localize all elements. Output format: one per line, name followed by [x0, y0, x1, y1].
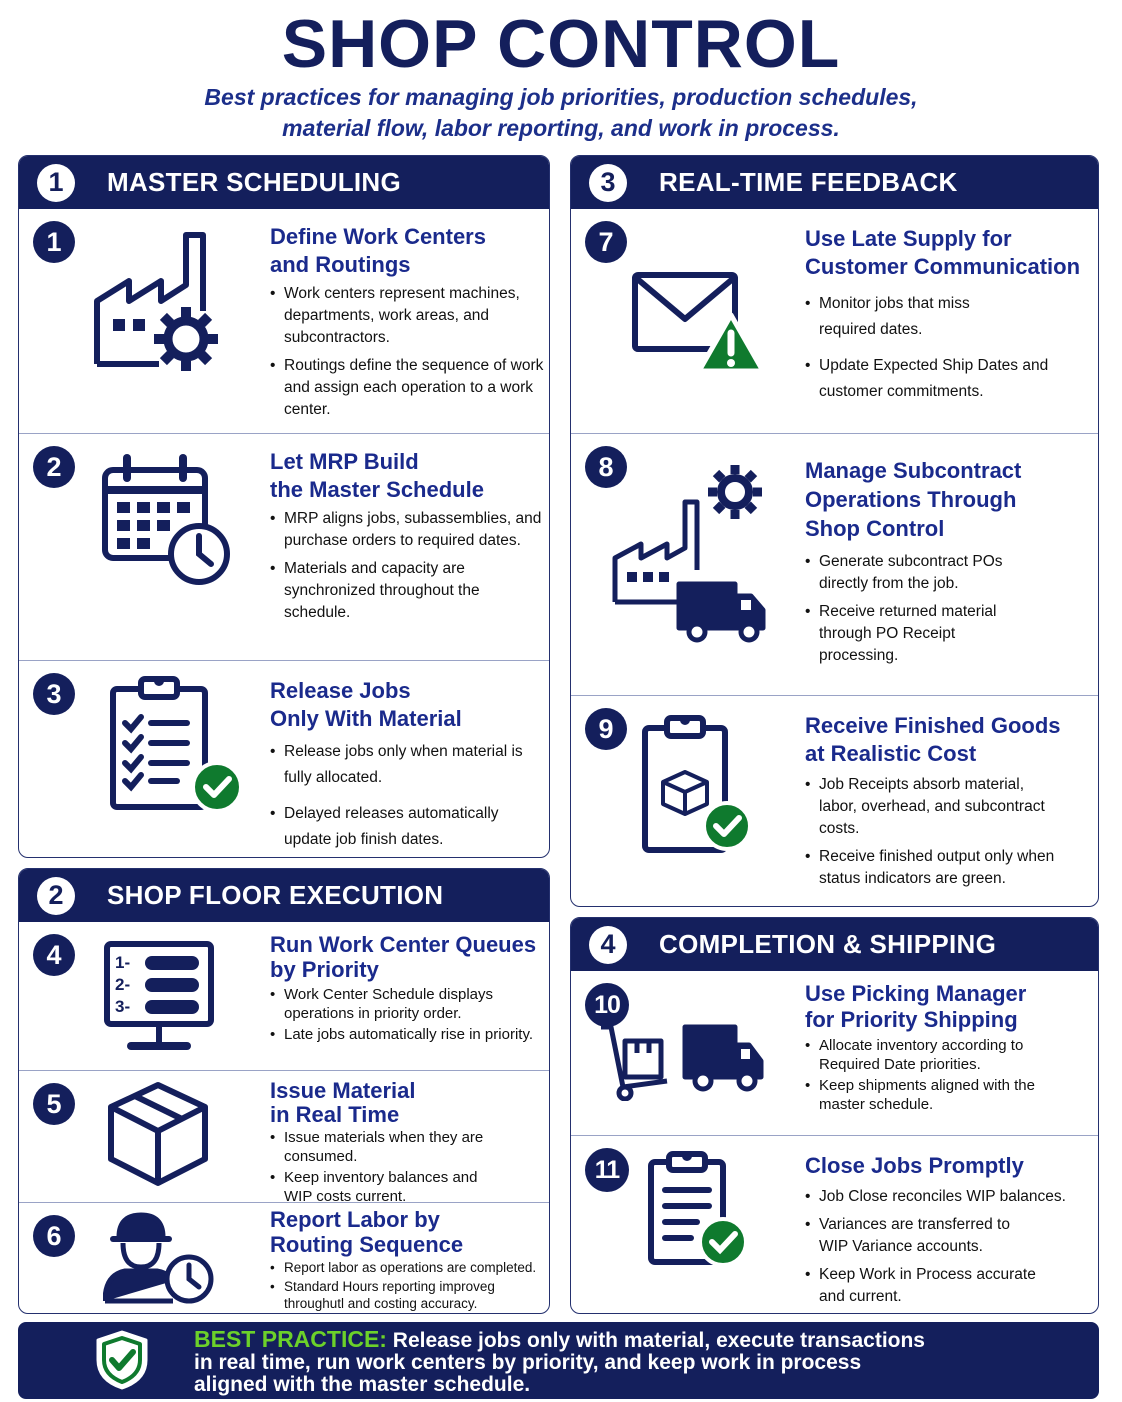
monitor-label: 3-	[115, 997, 131, 1016]
step-title-line: Close Jobs Promptly	[805, 1153, 1024, 1178]
step-title-line: in Real Time	[270, 1102, 400, 1127]
step-text	[805, 456, 1095, 673]
bullet-list	[270, 739, 545, 853]
step-title-line: the Master Schedule	[270, 477, 484, 502]
footer-line-1: Release jobs only with material, execute transactions	[386, 1329, 925, 1352]
bullet-item: • Delayed releases automatically update job finish dates.	[270, 801, 545, 853]
bullet-list	[270, 1129, 545, 1206]
bullet-item: • Keep shipments aligned with the master schedule.	[805, 1077, 1035, 1114]
bullet-item: • Job Receipts absorb material, labor, overhead, and subcontract costs.	[805, 774, 1065, 840]
footer-line-3: aligned with the master schedule.	[194, 1373, 531, 1396]
step-row	[571, 971, 1098, 1135]
step-title-line: Routing Sequence	[270, 1232, 464, 1257]
step-number: 3	[33, 673, 75, 715]
step-title-line: by Priority	[270, 957, 379, 982]
bullet-item: • Keep Work in Process accurate and current.	[805, 1264, 1045, 1308]
bullet-item: • Routings define the sequence of work and assign each operation to a work center.	[270, 355, 545, 421]
bullet-list	[805, 1186, 1095, 1308]
step-title	[805, 225, 1095, 281]
step-row	[571, 209, 1098, 433]
step-title-line: for Priority Shipping	[805, 1007, 1018, 1032]
panel-header	[19, 156, 549, 209]
panel-title: REAL-TIME FEEDBACK	[659, 167, 958, 197]
worker-clock-icon	[103, 1209, 223, 1305]
step-title-line: Issue Material	[270, 1078, 416, 1103]
step-number: 5	[33, 1083, 75, 1125]
bullet-item: • Job Close reconciles WIP balances.	[805, 1186, 1095, 1208]
step-row	[19, 660, 549, 858]
step-title-line: Only With Material	[270, 706, 462, 731]
bullet-item: • Generate subcontract POs directly from the job.	[805, 551, 1035, 595]
bullet-item: • Receive finished output only when status indicators are green.	[805, 846, 1065, 890]
step-title	[270, 223, 545, 279]
panel-header	[571, 918, 1098, 971]
hand-truck-delivery-icon	[597, 1021, 767, 1101]
step-text	[805, 225, 1095, 415]
panel-completion-shipping	[570, 917, 1099, 1314]
panel-master-scheduling	[18, 155, 550, 858]
best-practice-banner	[18, 1322, 1099, 1399]
box-icon	[105, 1079, 211, 1191]
step-text	[270, 448, 545, 630]
step-title-line: Use Late Supply for	[805, 226, 1012, 251]
step-title-line: Operations Through	[805, 487, 1017, 512]
step-title	[270, 932, 545, 982]
step-text	[270, 677, 545, 858]
bullet-item: • Monitor jobs that miss required dates.	[805, 291, 1025, 343]
step-title-line: Run Work Center Queues	[270, 932, 537, 957]
monitor-label: 1-	[115, 953, 131, 972]
panel-title: SHOP FLOOR EXECUTION	[107, 880, 444, 910]
footer-line-2: in real time, run work centers by priority, and keep work in process	[194, 1351, 862, 1374]
step-number: 8	[585, 446, 627, 488]
step-row	[19, 433, 549, 660]
bullet-item: • Standard Hours reporting improveg throughutl and costing accuracy.	[270, 1278, 520, 1312]
bullet-item: • Allocate inventory according to Required Date priorities.	[805, 1037, 1035, 1074]
step-title-line: Receive Finished Goods	[805, 713, 1061, 738]
bullet-item: • Variances are transferred to WIP Variance accounts.	[805, 1214, 1035, 1258]
panel-title: COMPLETION & SHIPPING	[659, 929, 997, 959]
bullet-list	[270, 1259, 545, 1312]
step-row	[19, 922, 549, 1070]
step-row	[19, 209, 549, 433]
bullet-list	[270, 508, 545, 624]
step-text	[270, 1079, 545, 1209]
step-number: 4	[33, 934, 75, 976]
step-text	[270, 932, 545, 1048]
bullet-list	[805, 1037, 1095, 1114]
step-number: 9	[585, 708, 627, 750]
step-title-line: Customer Communication	[805, 254, 1081, 279]
factory-gear-icon	[91, 229, 226, 379]
bullet-list	[805, 774, 1095, 890]
step-title	[270, 1079, 545, 1127]
calendar-clock-icon	[99, 454, 234, 589]
shield-check-icon	[92, 1328, 152, 1397]
step-title-line: Release Jobs	[270, 678, 411, 703]
step-row	[571, 695, 1098, 907]
bullet-item: • Receive returned material through PO Receipt processing.	[805, 601, 1020, 667]
bullet-item: • Late jobs automatically rise in priority.	[270, 1026, 545, 1045]
bullet-item: • MRP aligns jobs, subassemblies, and purchase orders to required dates.	[270, 508, 545, 552]
step-text	[805, 981, 1095, 1117]
bullet-item: • Materials and capacity are synchronized throughout the schedule.	[270, 558, 545, 624]
step-title	[805, 456, 1095, 543]
panel-header	[571, 156, 1098, 209]
step-title	[270, 677, 545, 733]
step-text	[805, 1152, 1095, 1314]
bullet-item: • Issue materials when they are consumed.	[270, 1129, 485, 1166]
step-number: 11	[585, 1148, 629, 1192]
step-row	[19, 1202, 549, 1314]
step-title	[270, 448, 545, 504]
monitor-priority-list-icon	[101, 938, 221, 1058]
best-practice-label: BEST PRACTICE:	[194, 1326, 387, 1352]
monitor-label: 2-	[115, 975, 131, 994]
step-title	[805, 981, 1095, 1033]
step-title-line: Use Picking Manager	[805, 981, 1027, 1006]
step-title-line: Let MRP Build	[270, 449, 419, 474]
panel-number: 4	[589, 926, 627, 964]
bullet-list	[270, 986, 545, 1045]
step-text	[270, 1207, 545, 1314]
subtitle-line-1: Best practices for managing job priorities, production schedules,	[204, 84, 918, 110]
bullet-list	[805, 291, 1095, 405]
bullet-item: • Update Expected Ship Dates and customer commitments.	[805, 353, 1055, 405]
step-number: 2	[33, 446, 75, 488]
step-text	[270, 223, 545, 427]
step-title-line: and Routings	[270, 252, 411, 277]
step-number: 1	[33, 221, 75, 263]
step-title	[805, 1152, 1095, 1180]
panel-header	[19, 869, 549, 922]
step-row	[571, 433, 1098, 695]
bullet-item: • Release jobs only when material is fully allocated.	[270, 739, 545, 791]
step-title	[805, 712, 1095, 768]
panel-shop-floor-execution	[18, 868, 550, 1314]
step-text	[805, 712, 1095, 896]
panel-number: 1	[37, 164, 75, 202]
step-number: 7	[585, 221, 627, 263]
page-subtitle	[0, 82, 1122, 144]
panel-number: 3	[589, 164, 627, 202]
subtitle-line-2: material flow, labor reporting, and work in process.	[282, 115, 840, 141]
clipboard-box-check-icon	[641, 714, 761, 859]
panel-real-time-feedback	[570, 155, 1099, 907]
bullet-item: • Report labor as operations are completed.	[270, 1259, 545, 1276]
bullet-list	[805, 551, 1095, 667]
step-title	[270, 1207, 545, 1257]
bullet-item: • Keep inventory balances and WIP costs current.	[270, 1169, 495, 1206]
bullet-list	[270, 283, 545, 421]
panel-title: MASTER SCHEDULING	[107, 167, 401, 197]
step-number: 10	[585, 983, 629, 1027]
page-title: SHOP CONTROL	[281, 6, 841, 82]
bullet-item: • Work centers represent machines, departments, work areas, and subcontractors.	[270, 283, 545, 349]
clipboard-document-check-icon	[647, 1150, 757, 1270]
step-title-line: Shop Control	[805, 516, 945, 541]
step-row	[19, 1070, 549, 1205]
clipboard-checklist-icon	[107, 673, 257, 823]
bullet-item: • Work Center Schedule displays operations in priority order.	[270, 986, 545, 1023]
best-practice-text	[194, 1328, 1074, 1396]
factory-truck-gear-icon	[611, 464, 771, 654]
envelope-warning-icon	[631, 271, 766, 381]
panel-number: 2	[37, 877, 75, 915]
step-title-line: at Realistic Cost	[805, 741, 977, 766]
step-number: 6	[33, 1215, 75, 1257]
step-title-line: Report Labor by	[270, 1207, 440, 1232]
step-row	[571, 1135, 1098, 1314]
step-title-line: Manage Subcontract	[805, 458, 1022, 483]
step-title-line: Define Work Centers	[270, 224, 486, 249]
